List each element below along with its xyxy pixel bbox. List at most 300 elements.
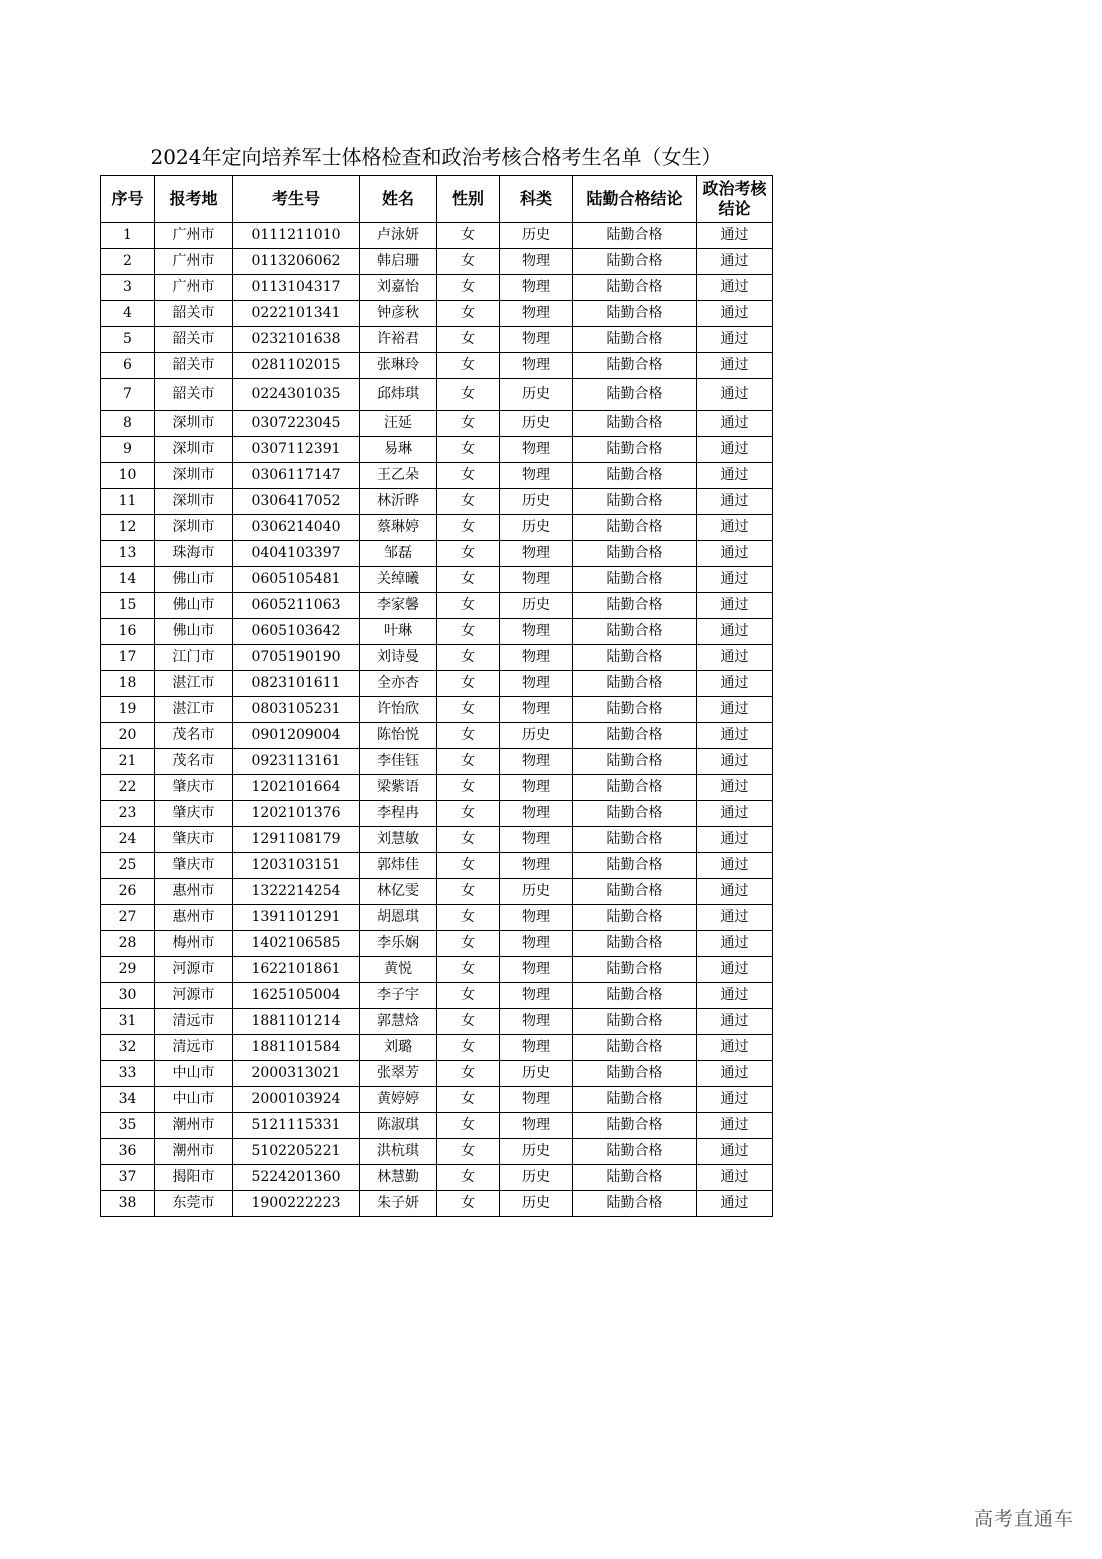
- cell-exam-number: 0306214040: [233, 515, 360, 541]
- cell-exam-number: 0307112391: [233, 437, 360, 463]
- cell-name: 邱炜琪: [360, 379, 437, 411]
- cell-subject: 物理: [500, 1035, 573, 1061]
- cell-political-result: 通过: [697, 697, 773, 723]
- cell-army-result: 陆勤合格: [573, 645, 697, 671]
- table-row: [101, 1165, 773, 1191]
- cell-political-result: 通过: [697, 619, 773, 645]
- cell-political-result: 通过: [697, 749, 773, 775]
- cell-army-result: 陆勤合格: [573, 957, 697, 983]
- cell-political-result: 通过: [697, 983, 773, 1009]
- cell-army-result: 陆勤合格: [573, 619, 697, 645]
- table-row: [101, 749, 773, 775]
- cell-index: 37: [101, 1165, 155, 1191]
- cell-subject: 物理: [500, 437, 573, 463]
- cell-region: 深圳市: [155, 515, 233, 541]
- cell-army-result: 陆勤合格: [573, 1113, 697, 1139]
- table-body: [101, 223, 773, 1217]
- cell-gender: 女: [437, 619, 500, 645]
- cell-subject: 物理: [500, 353, 573, 379]
- cell-subject: 物理: [500, 931, 573, 957]
- cell-index: 1: [101, 223, 155, 249]
- cell-army-result: 陆勤合格: [573, 463, 697, 489]
- cell-gender: 女: [437, 775, 500, 801]
- cell-index: 38: [101, 1191, 155, 1217]
- cell-gender: 女: [437, 957, 500, 983]
- cell-gender: 女: [437, 749, 500, 775]
- cell-subject: 物理: [500, 905, 573, 931]
- cell-political-result: 通过: [697, 827, 773, 853]
- cell-army-result: 陆勤合格: [573, 515, 697, 541]
- cell-political-result: 通过: [697, 1165, 773, 1191]
- table-row: [101, 853, 773, 879]
- cell-subject: 历史: [500, 379, 573, 411]
- cell-name: 黄婷婷: [360, 1087, 437, 1113]
- cell-army-result: 陆勤合格: [573, 327, 697, 353]
- cell-region: 肇庆市: [155, 801, 233, 827]
- cell-exam-number: 0224301035: [233, 379, 360, 411]
- cell-subject: 历史: [500, 1061, 573, 1087]
- cell-index: 29: [101, 957, 155, 983]
- table-row: [101, 463, 773, 489]
- cell-index: 13: [101, 541, 155, 567]
- cell-gender: 女: [437, 301, 500, 327]
- cell-index: 11: [101, 489, 155, 515]
- cell-name: 张翠芳: [360, 1061, 437, 1087]
- cell-name: 李佳钰: [360, 749, 437, 775]
- cell-name: 黄悦: [360, 957, 437, 983]
- cell-political-result: 通过: [697, 515, 773, 541]
- table-row: [101, 775, 773, 801]
- cell-exam-number: 1900222223: [233, 1191, 360, 1217]
- cell-name: 钟彦秋: [360, 301, 437, 327]
- cell-index: 5: [101, 327, 155, 353]
- cell-region: 广州市: [155, 249, 233, 275]
- cell-index: 21: [101, 749, 155, 775]
- cell-political-result: 通过: [697, 905, 773, 931]
- cell-name: 卢泳妍: [360, 223, 437, 249]
- cell-index: 33: [101, 1061, 155, 1087]
- cell-region: 广州市: [155, 275, 233, 301]
- cell-gender: 女: [437, 1139, 500, 1165]
- cell-index: 10: [101, 463, 155, 489]
- cell-exam-number: 0222101341: [233, 301, 360, 327]
- header-col-gender: 性别: [437, 176, 500, 223]
- cell-exam-number: 1622101861: [233, 957, 360, 983]
- cell-name: 全亦杏: [360, 671, 437, 697]
- cell-name: 刘嘉怡: [360, 275, 437, 301]
- cell-gender: 女: [437, 853, 500, 879]
- cell-index: 15: [101, 593, 155, 619]
- cell-army-result: 陆勤合格: [573, 301, 697, 327]
- cell-subject: 物理: [500, 749, 573, 775]
- cell-name: 陈淑琪: [360, 1113, 437, 1139]
- cell-subject: 物理: [500, 983, 573, 1009]
- table-row: [101, 983, 773, 1009]
- cell-name: 关绰曦: [360, 567, 437, 593]
- table-row: [101, 489, 773, 515]
- cell-name: 张琳玲: [360, 353, 437, 379]
- cell-index: 17: [101, 645, 155, 671]
- cell-name: 叶琳: [360, 619, 437, 645]
- table-row: [101, 723, 773, 749]
- cell-political-result: 通过: [697, 671, 773, 697]
- cell-gender: 女: [437, 1061, 500, 1087]
- cell-subject: 历史: [500, 1191, 573, 1217]
- table-row: [101, 223, 773, 249]
- cell-gender: 女: [437, 223, 500, 249]
- cell-exam-number: 1202101376: [233, 801, 360, 827]
- cell-political-result: 通过: [697, 931, 773, 957]
- cell-name: 邹磊: [360, 541, 437, 567]
- cell-political-result: 通过: [697, 853, 773, 879]
- cell-gender: 女: [437, 905, 500, 931]
- table-header: [101, 176, 773, 223]
- cell-army-result: 陆勤合格: [573, 379, 697, 411]
- cell-exam-number: 0605103642: [233, 619, 360, 645]
- cell-region: 茂名市: [155, 749, 233, 775]
- cell-subject: 历史: [500, 411, 573, 437]
- cell-political-result: 通过: [697, 327, 773, 353]
- cell-army-result: 陆勤合格: [573, 275, 697, 301]
- cell-subject: 历史: [500, 1165, 573, 1191]
- cell-army-result: 陆勤合格: [573, 697, 697, 723]
- cell-army-result: 陆勤合格: [573, 1139, 697, 1165]
- cell-army-result: 陆勤合格: [573, 983, 697, 1009]
- cell-index: 18: [101, 671, 155, 697]
- cell-name: 林慧勤: [360, 1165, 437, 1191]
- cell-exam-number: 1322214254: [233, 879, 360, 905]
- cell-political-result: 通过: [697, 775, 773, 801]
- cell-subject: 物理: [500, 801, 573, 827]
- header-col-exam-number: 考生号: [233, 176, 360, 223]
- cell-gender: 女: [437, 983, 500, 1009]
- table-row: [101, 697, 773, 723]
- cell-exam-number: 1203103151: [233, 853, 360, 879]
- cell-political-result: 通过: [697, 437, 773, 463]
- cell-gender: 女: [437, 1165, 500, 1191]
- cell-index: 28: [101, 931, 155, 957]
- cell-gender: 女: [437, 931, 500, 957]
- cell-subject: 物理: [500, 249, 573, 275]
- cell-subject: 物理: [500, 671, 573, 697]
- cell-army-result: 陆勤合格: [573, 775, 697, 801]
- cell-region: 韶关市: [155, 353, 233, 379]
- table-row: [101, 1113, 773, 1139]
- cell-name: 林亿雯: [360, 879, 437, 905]
- cell-political-result: 通过: [697, 957, 773, 983]
- cell-region: 清远市: [155, 1035, 233, 1061]
- table-row: [101, 567, 773, 593]
- cell-political-result: 通过: [697, 593, 773, 619]
- cell-exam-number: 0111211010: [233, 223, 360, 249]
- cell-subject: 物理: [500, 957, 573, 983]
- cell-name: 林沂晔: [360, 489, 437, 515]
- cell-political-result: 通过: [697, 1087, 773, 1113]
- cell-name: 李乐娴: [360, 931, 437, 957]
- cell-gender: 女: [437, 275, 500, 301]
- cell-gender: 女: [437, 645, 500, 671]
- cell-region: 清远市: [155, 1009, 233, 1035]
- table-row: [101, 1009, 773, 1035]
- cell-army-result: 陆勤合格: [573, 353, 697, 379]
- cell-gender: 女: [437, 515, 500, 541]
- cell-subject: 历史: [500, 489, 573, 515]
- cell-subject: 物理: [500, 853, 573, 879]
- cell-name: 刘璐: [360, 1035, 437, 1061]
- cell-index: 26: [101, 879, 155, 905]
- cell-subject: 物理: [500, 327, 573, 353]
- cell-region: 河源市: [155, 983, 233, 1009]
- cell-army-result: 陆勤合格: [573, 567, 697, 593]
- cell-index: 2: [101, 249, 155, 275]
- table-row: [101, 827, 773, 853]
- cell-gender: 女: [437, 671, 500, 697]
- candidate-table: [100, 175, 773, 1217]
- cell-region: 惠州市: [155, 879, 233, 905]
- cell-exam-number: 1291108179: [233, 827, 360, 853]
- cell-region: 深圳市: [155, 463, 233, 489]
- cell-subject: 物理: [500, 827, 573, 853]
- cell-index: 6: [101, 353, 155, 379]
- cell-index: 12: [101, 515, 155, 541]
- table-row: [101, 619, 773, 645]
- cell-army-result: 陆勤合格: [573, 1191, 697, 1217]
- table-row: [101, 1035, 773, 1061]
- cell-gender: 女: [437, 437, 500, 463]
- header-col-political-result: 政治考核结论: [697, 176, 773, 223]
- cell-gender: 女: [437, 411, 500, 437]
- cell-army-result: 陆勤合格: [573, 931, 697, 957]
- cell-name: 韩启珊: [360, 249, 437, 275]
- cell-army-result: 陆勤合格: [573, 489, 697, 515]
- cell-exam-number: 0901209004: [233, 723, 360, 749]
- cell-region: 揭阳市: [155, 1165, 233, 1191]
- document-title: 2024年定向培养军士体格检查和政治考核合格考生名单（女生）: [150, 145, 722, 169]
- cell-political-result: 通过: [697, 411, 773, 437]
- cell-army-result: 陆勤合格: [573, 723, 697, 749]
- cell-gender: 女: [437, 489, 500, 515]
- cell-army-result: 陆勤合格: [573, 853, 697, 879]
- cell-exam-number: 0705190190: [233, 645, 360, 671]
- cell-region: 韶关市: [155, 379, 233, 411]
- cell-army-result: 陆勤合格: [573, 801, 697, 827]
- cell-army-result: 陆勤合格: [573, 827, 697, 853]
- cell-subject: 物理: [500, 567, 573, 593]
- cell-subject: 历史: [500, 223, 573, 249]
- cell-political-result: 通过: [697, 463, 773, 489]
- cell-subject: 历史: [500, 723, 573, 749]
- cell-subject: 历史: [500, 515, 573, 541]
- cell-region: 潮州市: [155, 1113, 233, 1139]
- cell-region: 珠海市: [155, 541, 233, 567]
- cell-name: 刘诗曼: [360, 645, 437, 671]
- table-row: [101, 275, 773, 301]
- cell-region: 茂名市: [155, 723, 233, 749]
- cell-region: 肇庆市: [155, 775, 233, 801]
- cell-region: 肇庆市: [155, 827, 233, 853]
- cell-gender: 女: [437, 879, 500, 905]
- cell-exam-number: 1881101584: [233, 1035, 360, 1061]
- cell-army-result: 陆勤合格: [573, 1087, 697, 1113]
- cell-subject: 物理: [500, 1009, 573, 1035]
- table-row: [101, 411, 773, 437]
- table-row: [101, 905, 773, 931]
- header-col-name: 姓名: [360, 176, 437, 223]
- cell-exam-number: 0281102015: [233, 353, 360, 379]
- cell-subject: 物理: [500, 463, 573, 489]
- cell-region: 佛山市: [155, 619, 233, 645]
- header-row: [101, 176, 773, 223]
- table-row: [101, 1191, 773, 1217]
- cell-exam-number: 0605211063: [233, 593, 360, 619]
- table-row: [101, 931, 773, 957]
- cell-region: 东莞市: [155, 1191, 233, 1217]
- cell-region: 潮州市: [155, 1139, 233, 1165]
- cell-index: 20: [101, 723, 155, 749]
- cell-subject: 历史: [500, 1139, 573, 1165]
- cell-index: 31: [101, 1009, 155, 1035]
- cell-name: 李子宇: [360, 983, 437, 1009]
- cell-region: 惠州市: [155, 905, 233, 931]
- cell-index: 22: [101, 775, 155, 801]
- cell-political-result: 通过: [697, 379, 773, 411]
- cell-exam-number: 5224201360: [233, 1165, 360, 1191]
- cell-subject: 物理: [500, 1087, 573, 1113]
- cell-army-result: 陆勤合格: [573, 1061, 697, 1087]
- cell-region: 中山市: [155, 1087, 233, 1113]
- cell-region: 深圳市: [155, 489, 233, 515]
- cell-gender: 女: [437, 463, 500, 489]
- cell-name: 刘慧敏: [360, 827, 437, 853]
- header-col-index: 序号: [101, 176, 155, 223]
- cell-army-result: 陆勤合格: [573, 411, 697, 437]
- cell-index: 35: [101, 1113, 155, 1139]
- cell-exam-number: 0113104317: [233, 275, 360, 301]
- table-row: [101, 353, 773, 379]
- table-row: [101, 1061, 773, 1087]
- cell-gender: 女: [437, 593, 500, 619]
- table-row: [101, 437, 773, 463]
- cell-political-result: 通过: [697, 1113, 773, 1139]
- cell-political-result: 通过: [697, 353, 773, 379]
- table-row: [101, 301, 773, 327]
- cell-political-result: 通过: [697, 249, 773, 275]
- cell-name: 许裕君: [360, 327, 437, 353]
- cell-gender: 女: [437, 327, 500, 353]
- cell-region: 韶关市: [155, 327, 233, 353]
- cell-gender: 女: [437, 1009, 500, 1035]
- cell-region: 深圳市: [155, 437, 233, 463]
- cell-index: 30: [101, 983, 155, 1009]
- cell-army-result: 陆勤合格: [573, 905, 697, 931]
- cell-political-result: 通过: [697, 1061, 773, 1087]
- cell-subject: 历史: [500, 879, 573, 905]
- cell-gender: 女: [437, 1035, 500, 1061]
- cell-army-result: 陆勤合格: [573, 1035, 697, 1061]
- cell-name: 梁紫语: [360, 775, 437, 801]
- cell-name: 王乙朵: [360, 463, 437, 489]
- cell-political-result: 通过: [697, 489, 773, 515]
- cell-name: 洪杭琪: [360, 1139, 437, 1165]
- cell-exam-number: 0232101638: [233, 327, 360, 353]
- cell-political-result: 通过: [697, 645, 773, 671]
- cell-subject: 物理: [500, 301, 573, 327]
- cell-index: 9: [101, 437, 155, 463]
- cell-gender: 女: [437, 567, 500, 593]
- cell-index: 23: [101, 801, 155, 827]
- cell-index: 27: [101, 905, 155, 931]
- cell-subject: 物理: [500, 697, 573, 723]
- cell-exam-number: 0803105231: [233, 697, 360, 723]
- cell-name: 朱子妍: [360, 1191, 437, 1217]
- cell-region: 韶关市: [155, 301, 233, 327]
- cell-gender: 女: [437, 1191, 500, 1217]
- cell-exam-number: 0307223045: [233, 411, 360, 437]
- watermark-text: 高考直通车: [973, 1508, 1074, 1530]
- cell-region: 中山市: [155, 1061, 233, 1087]
- cell-index: 7: [101, 379, 155, 411]
- table-row: [101, 879, 773, 905]
- cell-name: 李家馨: [360, 593, 437, 619]
- cell-exam-number: 2000103924: [233, 1087, 360, 1113]
- cell-army-result: 陆勤合格: [573, 1009, 697, 1035]
- cell-region: 佛山市: [155, 567, 233, 593]
- cell-political-result: 通过: [697, 1191, 773, 1217]
- cell-name: 许怡欣: [360, 697, 437, 723]
- cell-gender: 女: [437, 827, 500, 853]
- cell-gender: 女: [437, 249, 500, 275]
- cell-army-result: 陆勤合格: [573, 593, 697, 619]
- cell-subject: 物理: [500, 1113, 573, 1139]
- cell-name: 胡恩琪: [360, 905, 437, 931]
- cell-index: 24: [101, 827, 155, 853]
- header-col-region: 报考地: [155, 176, 233, 223]
- cell-name: 郭炜佳: [360, 853, 437, 879]
- table-row: [101, 593, 773, 619]
- cell-gender: 女: [437, 723, 500, 749]
- cell-name: 陈怡悦: [360, 723, 437, 749]
- cell-index: 36: [101, 1139, 155, 1165]
- cell-region: 深圳市: [155, 411, 233, 437]
- cell-subject: 物理: [500, 619, 573, 645]
- cell-index: 4: [101, 301, 155, 327]
- cell-gender: 女: [437, 1087, 500, 1113]
- cell-gender: 女: [437, 801, 500, 827]
- cell-subject: 物理: [500, 541, 573, 567]
- cell-exam-number: 0306417052: [233, 489, 360, 515]
- table-row: [101, 957, 773, 983]
- cell-region: 肇庆市: [155, 853, 233, 879]
- cell-name: 易琳: [360, 437, 437, 463]
- cell-region: 湛江市: [155, 697, 233, 723]
- cell-political-result: 通过: [697, 301, 773, 327]
- cell-gender: 女: [437, 697, 500, 723]
- cell-exam-number: 1391101291: [233, 905, 360, 931]
- cell-name: 汪延: [360, 411, 437, 437]
- header-col-army-result: 陆勤合格结论: [573, 176, 697, 223]
- cell-index: 8: [101, 411, 155, 437]
- table-row: [101, 541, 773, 567]
- cell-political-result: 通过: [697, 541, 773, 567]
- cell-exam-number: 0605105481: [233, 567, 360, 593]
- cell-army-result: 陆勤合格: [573, 249, 697, 275]
- cell-exam-number: 5102205221: [233, 1139, 360, 1165]
- cell-political-result: 通过: [697, 1139, 773, 1165]
- cell-army-result: 陆勤合格: [573, 223, 697, 249]
- cell-political-result: 通过: [697, 223, 773, 249]
- cell-exam-number: 0306117147: [233, 463, 360, 489]
- table-row: [101, 801, 773, 827]
